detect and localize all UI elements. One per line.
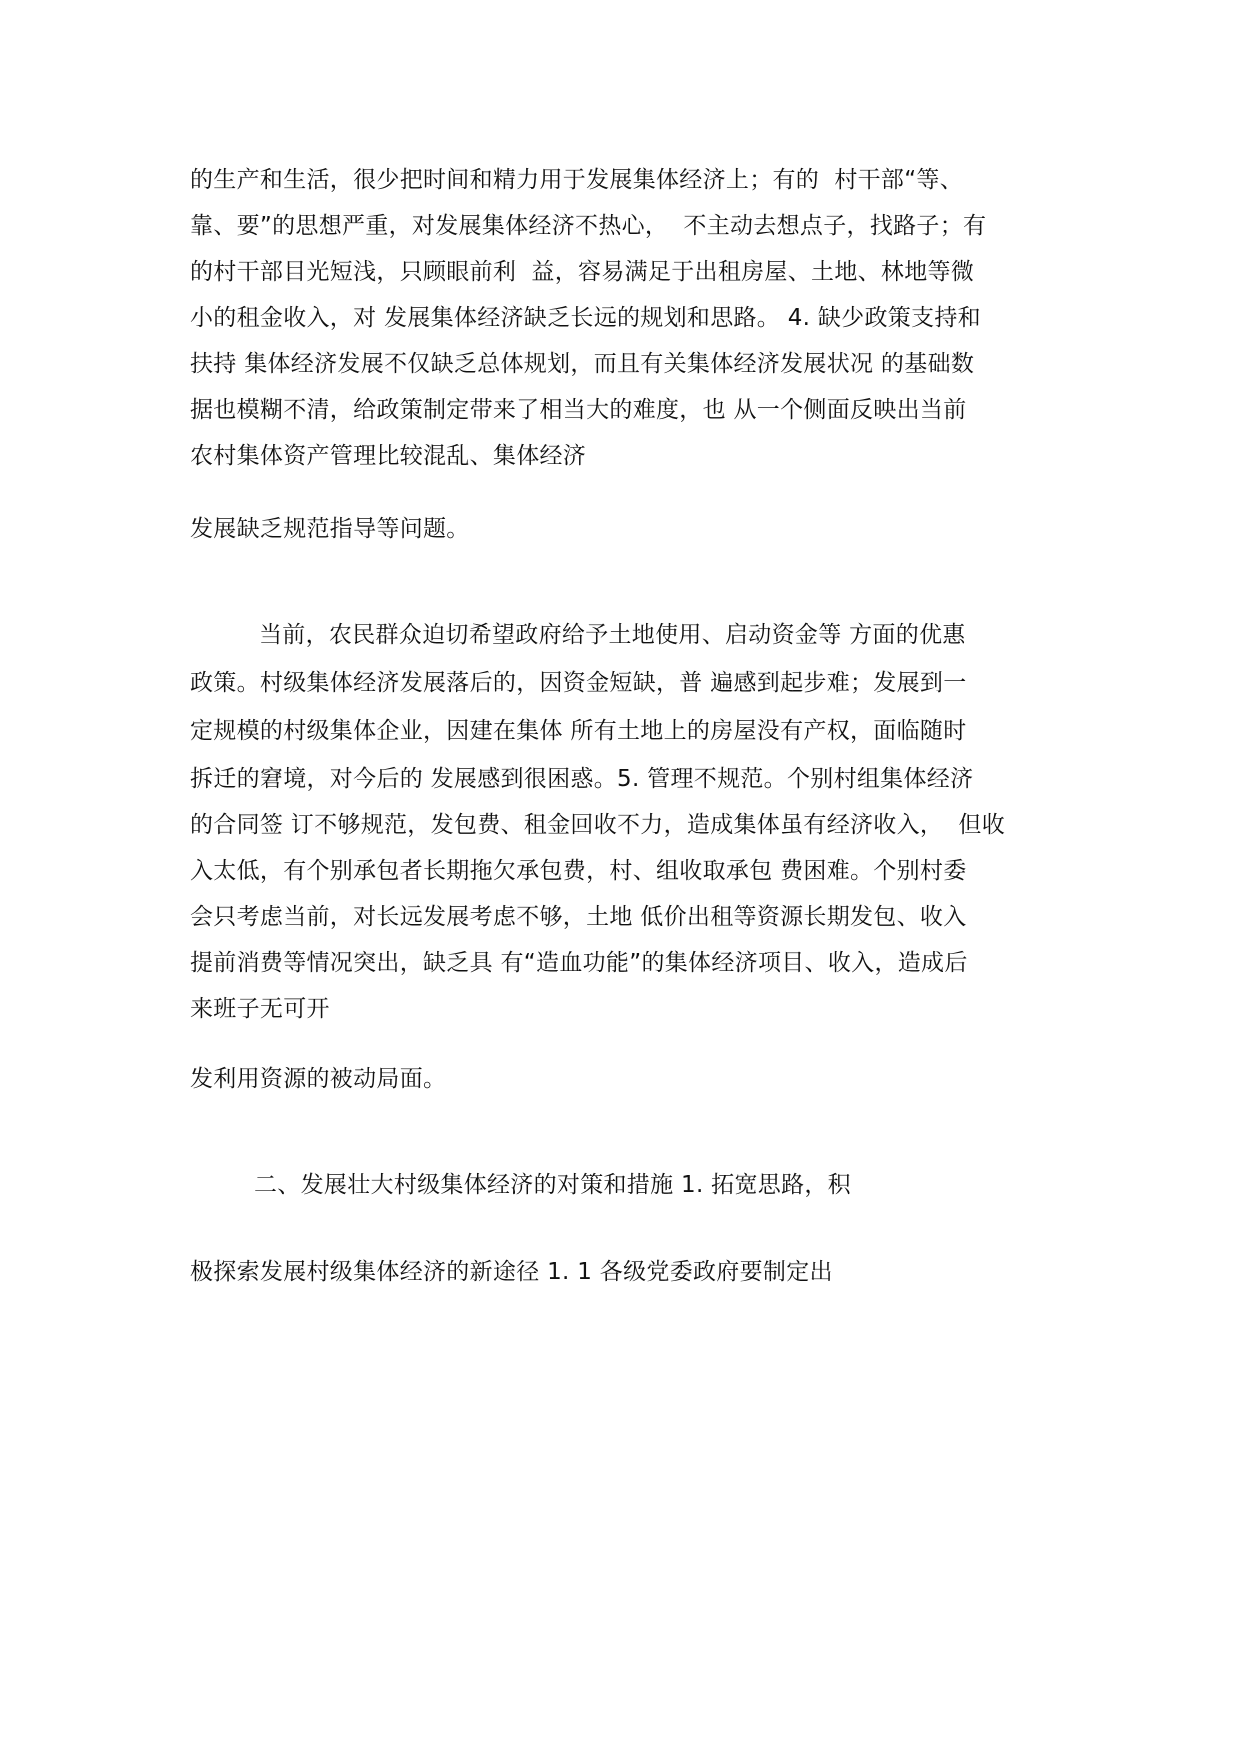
paragraph-1-line-7: 农村集体资产管理比较混乱、集体经济 [190,443,587,469]
paragraph-1-line-5: 扶持 集体经济发展不仅缺乏总体规划，而且有关集体经济发展状况 的基础数 [190,351,975,377]
paragraph-1-line-1: 的生产和生活，很少把时间和精力用于发展集体经济上；有的 村干部“等、 [190,167,964,193]
section-heading: 二、发展壮大村级集体经济的对策和措施 1. 拓宽思路，积 [254,1172,851,1198]
paragraph-1-line-2: 靠、要”的思想严重，对发展集体经济不热心， 不主动去想点子，找路子；有 [190,213,987,239]
paragraph-2-line-4: 拆迁的窘境，对今后的 发展感到很困惑。5. 管理不规范。个别村组集体经济 [190,766,974,792]
paragraph-2-line-9: 来班子无可开 [190,996,330,1022]
paragraph-2-tail: 发利用资源的被动局面。 [190,1066,447,1092]
paragraph-1-tail: 发展缺乏规范指导等问题。 [190,516,470,542]
paragraph-1-line-6: 据也模糊不清，给政策制定带来了相当大的难度，也 从一个侧面反映出当前 [190,397,967,423]
paragraph-2-line-2: 政策。村级集体经济发展落后的，因资金短缺，普 遍感到起步难；发展到一 [190,670,967,696]
paragraph-1-line-4: 小的租金收入，对 发展集体经济缺乏长远的规划和思路。 4. 缺少政策支持和 [190,305,981,331]
paragraph-2-line-8: 提前消费等情况突出，缺乏具 有“造血功能”的集体经济项目、收入，造成后 [190,950,968,976]
paragraph-2-line-1: 当前，农民群众迫切希望政府给予土地使用、启动资金等 方面的优惠 [259,622,966,648]
paragraph-2-line-6: 入太低，有个别承包者长期拖欠承包费，村、组收取承包 费困难。个别村委 [190,858,967,884]
paragraph-1-line-3: 的村干部目光短浅，只顾眼前利 益，容易满足于出租房屋、土地、林地等微 [190,259,975,285]
paragraph-2-line-7: 会只考虑当前，对长远发展考虑不够，土地 低价出租等资源长期发包、收入 [190,904,967,930]
paragraph-2-line-3: 定规模的村级集体企业，因建在集体 所有土地上的房屋没有产权，面临随时 [190,718,967,744]
section-heading-tail: 极探索发展村级集体经济的新途径 1. 1 各级党委政府要制定出 [190,1259,833,1285]
paragraph-2-line-5: 的合同签 订不够规范，发包费、租金回收不力，造成集体虽有经济收入， 但收 [190,812,1006,838]
